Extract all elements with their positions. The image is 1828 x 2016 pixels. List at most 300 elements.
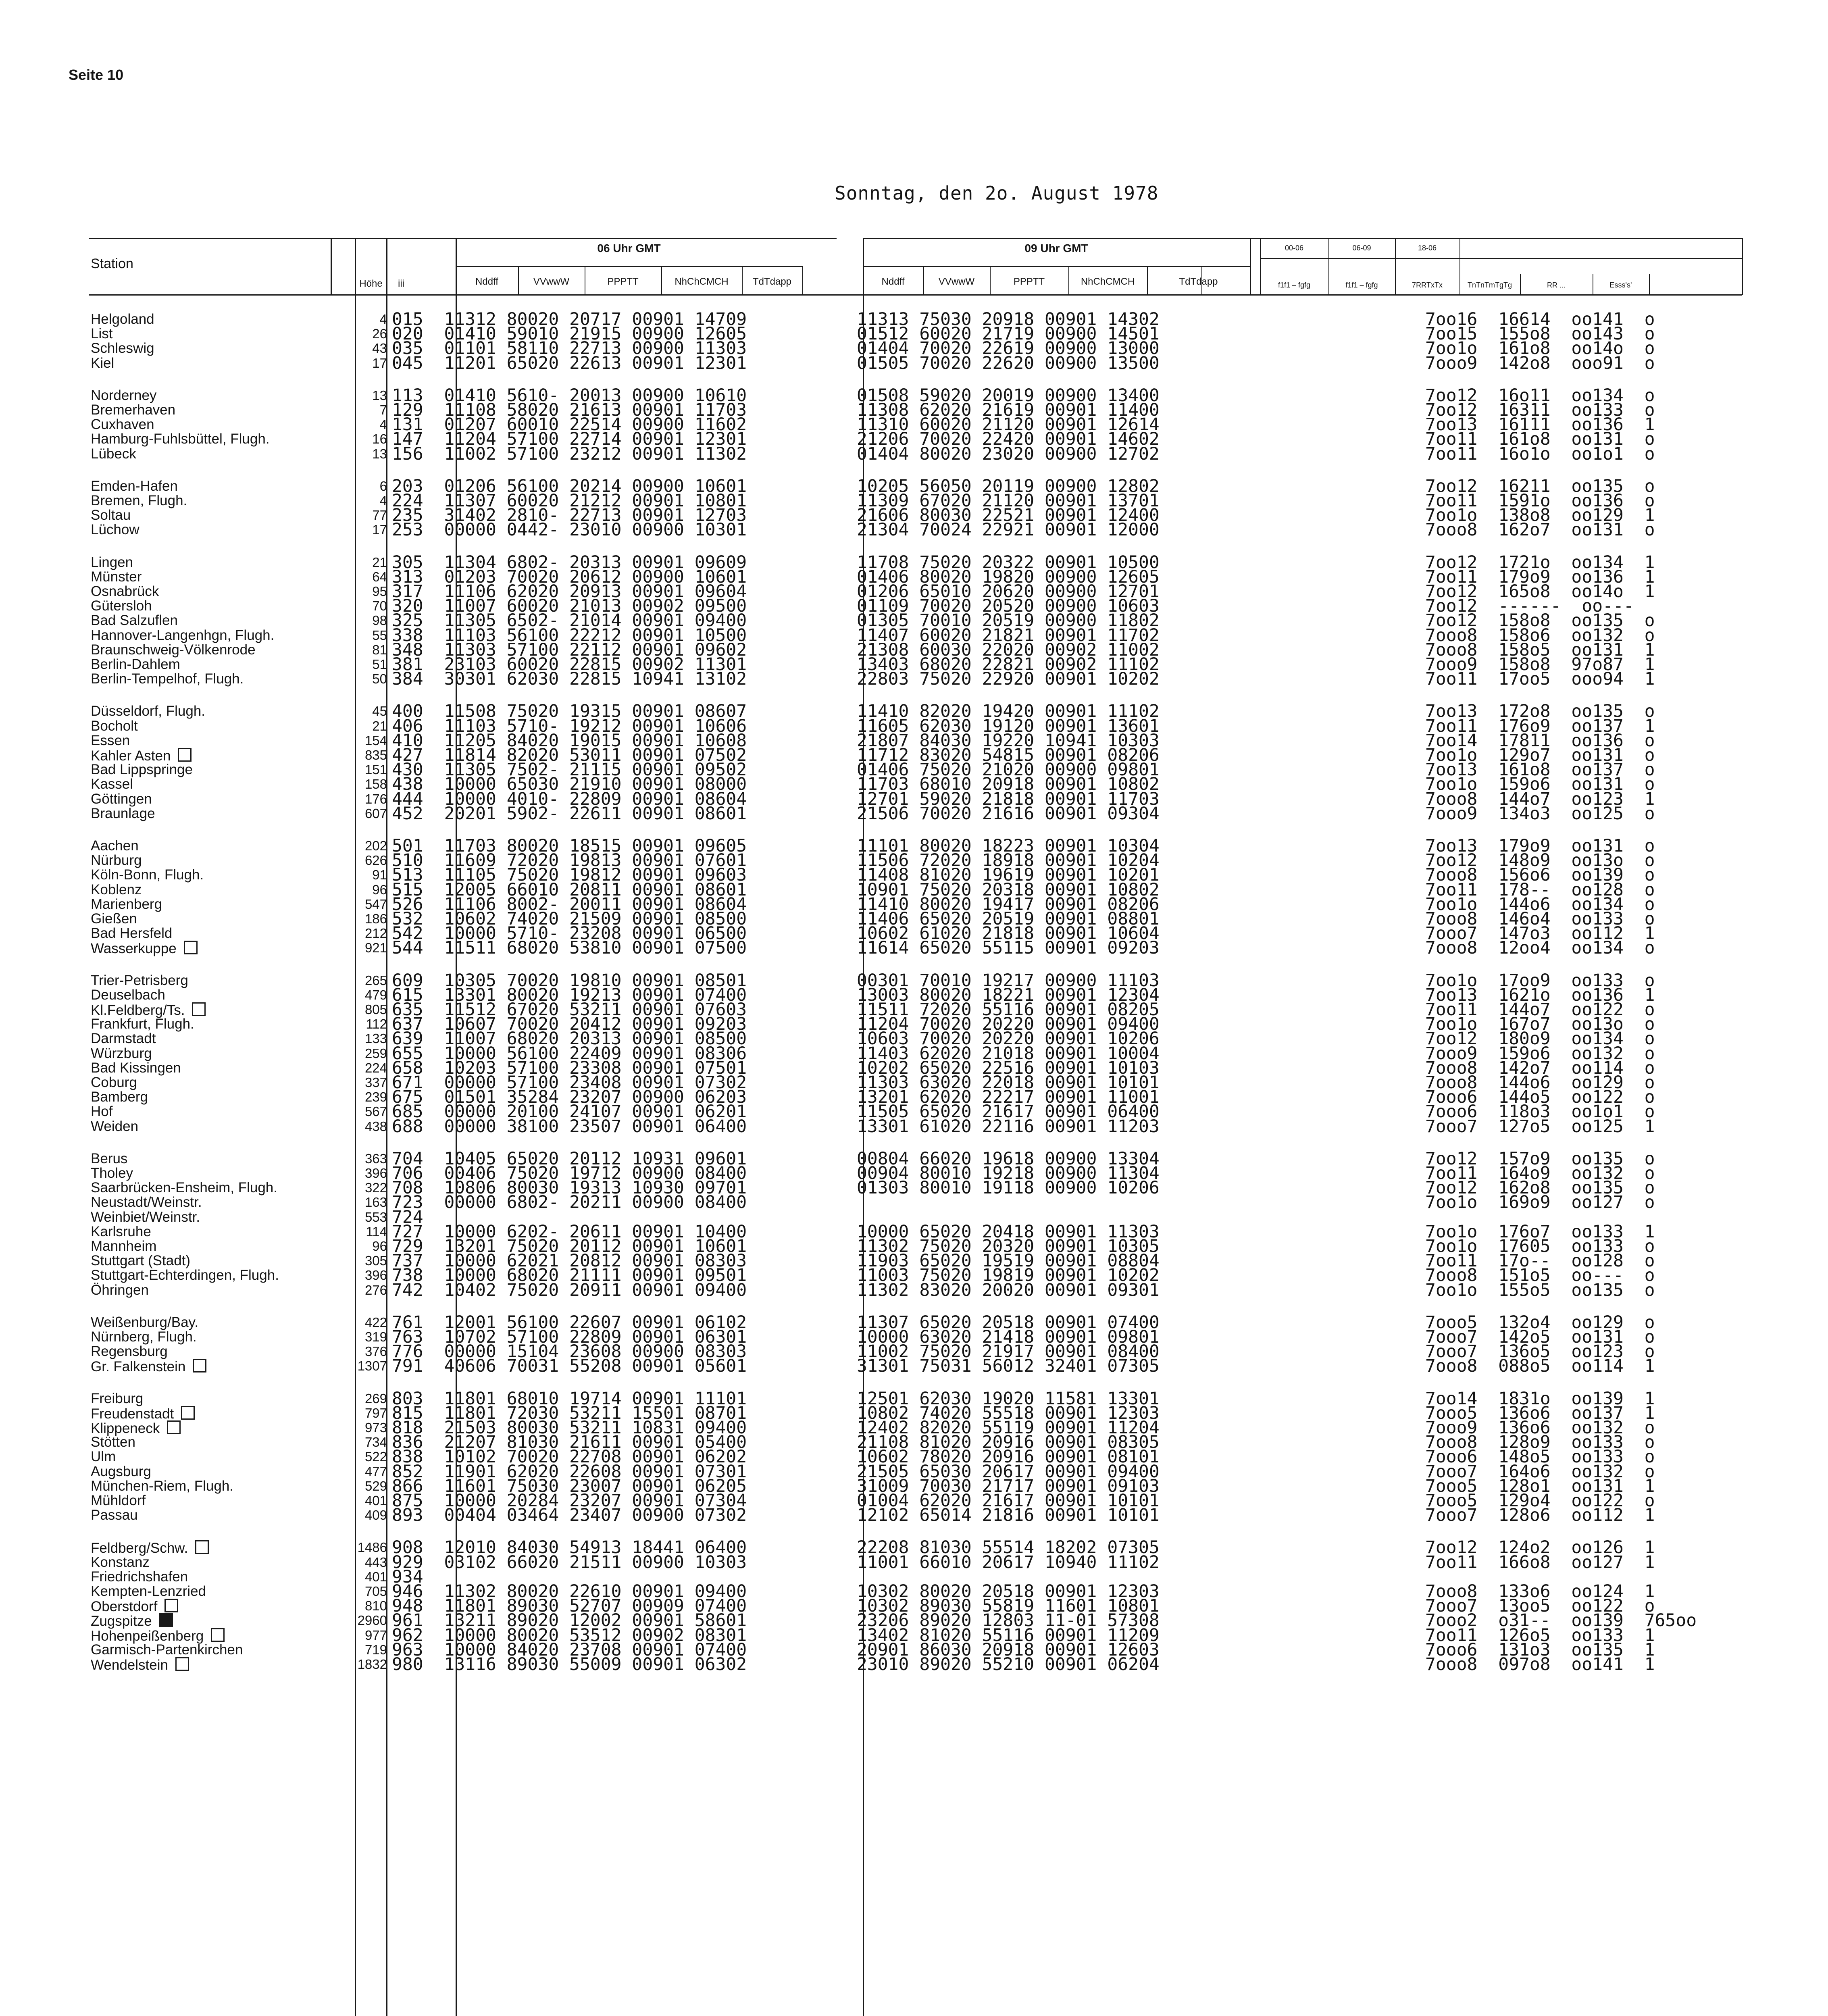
obs-06-utc: 320 11007 60020 21013 00902 09500: [392, 596, 747, 616]
station-name: [91, 1046, 152, 1061]
obs-09-utc: 11302 75020 20320 00901 10305: [857, 1236, 1160, 1256]
station-label: List: [91, 326, 113, 342]
obs-extremes: 7ooo2 o31-- oo139 765oo: [1425, 1610, 1697, 1631]
obs-extremes: 7ooo5 129o4 oo122 o: [1425, 1491, 1655, 1511]
station-label: Trier-Petrisberg: [91, 973, 188, 988]
header-small-sub-2: 7RRTxTx: [1412, 281, 1443, 289]
station-height: 114: [366, 1224, 387, 1239]
obs-extremes: 7oo13 16111 oo136 1: [1425, 414, 1655, 435]
obs-09-utc: 00301 70010 19217 00900 11103: [857, 971, 1160, 991]
obs-06-utc: 438 10000 65030 21910 00901 08000: [392, 774, 747, 794]
obs-extremes: 7oo1o 155o5 oo135 o: [1425, 1280, 1655, 1300]
station-label: Soltau: [91, 507, 131, 523]
station-height: 2960: [357, 1613, 387, 1628]
station-height: 522: [364, 1449, 387, 1464]
station-height: 269: [364, 1391, 387, 1406]
obs-extremes: 7oo12 1721o oo134 1: [1425, 552, 1655, 573]
station-label: München-Riem, Flugh.: [91, 1478, 234, 1494]
obs-06-utc: 035 01101 58110 22713 00900 11303: [392, 338, 747, 358]
station-height: 186: [364, 911, 387, 926]
obs-extremes: 7oo12 124o2 oo126 1: [1425, 1537, 1655, 1558]
obs-extremes: 7ooo8 12oo4 oo134 o: [1425, 938, 1655, 958]
obs-06-utc: 615 13301 80020 19213 00901 07400: [392, 985, 747, 1005]
obs-09-utc: 01004 62020 21617 00901 10101: [857, 1491, 1160, 1511]
station-name: [91, 599, 152, 613]
obs-09-utc: 01512 60020 21719 00900 14501: [857, 324, 1160, 344]
obs-09-utc: 11506 72020 18918 00901 10204: [857, 850, 1160, 871]
obs-06-utc: 444 10000 4010- 22809 00901 08604: [392, 789, 747, 809]
station-name: [91, 1002, 206, 1018]
obs-extremes: 7ooo5 136o6 oo137 1: [1425, 1403, 1655, 1423]
station-label: Stuttgart-Echterdingen, Flugh.: [91, 1267, 279, 1283]
obs-extremes: 7oo1o 161o8 oo14o o: [1425, 338, 1655, 358]
obs-extremes: 7ooo8 133o6 oo124 1: [1425, 1581, 1655, 1602]
station-height: 553: [364, 1210, 387, 1225]
obs-extremes: 7ooo7 164o6 oo132 o: [1425, 1462, 1655, 1482]
obs-09-utc: 21506 70020 21616 00901 09304: [857, 804, 1160, 824]
obs-extremes: 7ooo8 128o9 oo133 o: [1425, 1432, 1655, 1452]
obs-06-utc: 708 10806 80030 19313 10930 09701: [392, 1178, 747, 1198]
header-height: Höhe: [359, 278, 383, 289]
obs-06-utc: 934: [392, 1567, 423, 1587]
obs-09-utc: 20901 86030 20918 00901 12603: [857, 1640, 1160, 1660]
station-height: 797: [364, 1406, 387, 1420]
obs-06-utc: 129 11108 58020 21613 00901 11703: [392, 400, 747, 420]
station-name: [91, 494, 187, 508]
obs-extremes: 7ooo8 158o6 oo132 o: [1425, 625, 1655, 646]
station-height: 276: [364, 1283, 387, 1297]
station-name: [91, 777, 133, 791]
obs-09-utc: 01404 80020 23020 00900 12702: [857, 444, 1160, 464]
obs-09-utc: 21505 65030 20617 00901 09400: [857, 1462, 1160, 1482]
station-label: Ulm: [91, 1449, 116, 1464]
obs-extremes: 7oo11 176o9 oo137 1: [1425, 716, 1655, 736]
station-height: 396: [364, 1166, 387, 1181]
station-label: Weiden: [91, 1118, 139, 1134]
obs-extremes: 7oo11 179o9 oo136 1: [1425, 567, 1655, 587]
obs-09-utc: 01206 65010 20620 00900 12701: [857, 581, 1160, 602]
station-name: [91, 1210, 200, 1225]
station-name: [91, 1628, 225, 1643]
station-height: 443: [364, 1555, 387, 1570]
station-label: Oberstdorf: [91, 1599, 158, 1614]
obs-09-utc: 11403 62020 21018 00901 10004: [857, 1043, 1160, 1064]
obs-extremes: 7ooo7 136o5 oo123 o: [1425, 1341, 1655, 1362]
station-name: [91, 1391, 143, 1406]
station-height: 1307: [357, 1358, 387, 1373]
obs-09-utc: 13402 81020 55116 00901 11209: [857, 1625, 1160, 1645]
obs-06-utc: 113 01410 5610- 20013 00900 10610: [392, 385, 747, 406]
station-label: Berlin-Dahlem: [91, 656, 180, 672]
obs-extremes: 7oo12 ------ oo---: [1425, 596, 1634, 616]
open-square-icon: [164, 1599, 178, 1612]
obs-09-utc: 10602 61020 21818 00901 10604: [857, 923, 1160, 943]
station-name: [91, 1119, 138, 1134]
station-label: Aachen: [91, 838, 139, 854]
obs-09-utc: 21304 70024 22921 00901 12000: [857, 520, 1160, 540]
obs-06-utc: 763 10702 57100 22809 00901 06301: [392, 1327, 747, 1347]
rule-06-group: [456, 266, 802, 267]
station-height: 98: [372, 613, 387, 628]
station-name: [91, 356, 114, 371]
station-label: Osnabrück: [91, 583, 159, 599]
station-label: Frankfurt, Flugh.: [91, 1016, 194, 1032]
obs-extremes: 7ooo8 144o7 oo123 1: [1425, 789, 1655, 809]
station-name: [91, 584, 159, 599]
open-square-icon: [181, 1406, 195, 1420]
station-label: Bad Salzuflen: [91, 612, 178, 628]
station-height: 224: [364, 1060, 387, 1075]
obs-extremes: 7oo13 179o9 oo131 o: [1425, 836, 1655, 856]
obs-06-utc: 253 00000 0442- 23010 00900 10301: [392, 520, 747, 540]
station-name: [91, 1599, 178, 1614]
station-label: Göttingen: [91, 791, 152, 807]
obs-extremes: 7oo1o 129o7 oo131 o: [1425, 745, 1655, 765]
station-height: 265: [364, 973, 387, 988]
obs-09-utc: 23206 89020 12803 11-01 57308: [857, 1610, 1160, 1631]
station-height: 202: [364, 838, 387, 853]
station-height: 176: [364, 791, 387, 806]
obs-06-utc: 946 11302 80020 22610 00901 09400: [392, 1581, 747, 1602]
station-height: 163: [364, 1195, 387, 1210]
open-square-icon: [195, 1540, 209, 1554]
obs-06-utc: 723 00000 6802- 20211 00900 08400: [392, 1192, 747, 1212]
obs-06-utc: 131 01207 60010 22514 00900 11602: [392, 414, 747, 435]
obs-extremes: 7oo12 16211 oo135 o: [1425, 476, 1655, 496]
obs-09-utc: 22803 75020 22920 00901 10202: [857, 669, 1160, 689]
station-name: [91, 1508, 138, 1522]
obs-06-utc: 875 10000 20284 23207 00901 07304: [392, 1491, 747, 1511]
header-06-col-0: Nddff: [475, 276, 498, 287]
station-height: 151: [364, 762, 387, 777]
obs-extremes: 7ooo6 144o5 oo122 o: [1425, 1087, 1655, 1107]
obs-extremes: 7ooo8 162o7 oo131 o: [1425, 520, 1655, 540]
obs-extremes: 7ooo6 148o5 oo133 o: [1425, 1447, 1655, 1467]
station-height: 401: [364, 1493, 387, 1508]
obs-09-utc: 01508 59020 20019 00900 13400: [857, 385, 1160, 406]
obs-06-utc: 430 11305 7502- 21115 00901 09502: [392, 760, 747, 780]
station-label: Kiel: [91, 355, 115, 371]
station-name: [91, 1570, 188, 1584]
station-height: 422: [364, 1315, 387, 1330]
obs-09-utc: 01505 70020 22620 00900 13500: [857, 353, 1160, 373]
header-small-sub-5: Esss's': [1609, 281, 1632, 289]
obs-06-utc: 963 10000 84020 23708 00901 07400: [392, 1640, 747, 1660]
obs-09-utc: 11903 65020 19519 00901 08804: [857, 1251, 1160, 1271]
obs-extremes: 7oo12 180o9 oo134 o: [1425, 1029, 1655, 1049]
station-name: [91, 748, 192, 763]
obs-09-utc: 22208 81030 55514 18202 07305: [857, 1537, 1160, 1558]
obs-09-utc: 12402 82020 55119 00901 11204: [857, 1418, 1160, 1438]
station-height: 805: [364, 1002, 387, 1017]
station-label: Freiburg: [91, 1391, 144, 1406]
station-height: 1832: [357, 1657, 387, 1672]
obs-09-utc: 11303 63020 22018 00901 10101: [857, 1073, 1160, 1093]
header-small-0: 00-06: [1285, 244, 1304, 252]
obs-extremes: 7ooo5 132o4 oo129 o: [1425, 1312, 1655, 1333]
station-label: Marienberg: [91, 896, 162, 912]
obs-09-utc: 11101 80020 18223 00901 10304: [857, 836, 1160, 856]
obs-extremes: 7oo11 16o1o oo1o1 o: [1425, 444, 1655, 464]
obs-extremes: 7oo16 16614 oo141 o: [1425, 309, 1655, 329]
station-label: Gießen: [91, 911, 137, 927]
header-09-utc: 09 Uhr GMT: [1024, 242, 1088, 254]
station-name: [91, 1239, 156, 1254]
obs-06-utc: 513 11105 75020 19812 00901 09603: [392, 865, 747, 885]
station-name: [91, 926, 172, 941]
station-label: Darmstadt: [91, 1031, 156, 1046]
station-name: [91, 1540, 209, 1556]
station-height: 4: [379, 312, 387, 327]
obs-06-utc: 737 10000 62021 20812 00901 08303: [392, 1251, 747, 1271]
station-name: [91, 1359, 206, 1374]
station-label: Essen: [91, 733, 130, 748]
station-label: Bocholt: [91, 718, 138, 734]
station-label: Bamberg: [91, 1089, 148, 1105]
station-name: [91, 1268, 279, 1283]
obs-09-utc: 11712 83020 54815 00901 08206: [857, 745, 1160, 765]
station-label: Nürnberg, Flugh.: [91, 1329, 197, 1345]
obs-09-utc: 10000 65020 20418 00901 11303: [857, 1222, 1160, 1242]
obs-06-utc: 836 21207 81030 21611 00901 05400: [392, 1432, 747, 1452]
station-height: 96: [372, 1239, 387, 1254]
obs-09-utc: 31301 75031 56012 32401 07305: [857, 1356, 1160, 1376]
station-name: [91, 628, 274, 643]
obs-extremes: 7oo13 172o8 oo135 o: [1425, 701, 1655, 721]
station-label: Braunlage: [91, 806, 155, 821]
header-09-col-0: Nddff: [881, 276, 905, 287]
header-small-1: 06-09: [1352, 244, 1371, 252]
station-name: [91, 1181, 277, 1195]
station-name: [91, 403, 175, 417]
obs-09-utc: 10602 78020 20916 00901 08101: [857, 1447, 1160, 1467]
station-name: [91, 555, 133, 570]
obs-09-utc: 10302 89030 55819 11601 10801: [857, 1596, 1160, 1616]
obs-extremes: 7oo11 126o5 oo133 1: [1425, 1625, 1655, 1645]
station-label: Wendelstein: [91, 1657, 168, 1673]
obs-extremes: 7oo1o 169o9 oo127 o: [1425, 1192, 1655, 1212]
obs-extremes: 7ooo8 158o5 oo131 1: [1425, 640, 1655, 660]
obs-09-utc: 01406 80020 19820 00900 12605: [857, 567, 1160, 587]
station-height: 626: [364, 853, 387, 868]
rule-small-group: [1260, 258, 1742, 259]
header-small-sub-4: RR ...: [1547, 281, 1566, 289]
obs-06-utc: 671 00000 57100 23408 00901 07302: [392, 1073, 747, 1093]
station-height: 259: [364, 1046, 387, 1061]
station-height: 154: [364, 733, 387, 748]
station-name: [91, 1479, 233, 1493]
header-09-col-2: PPPTT: [1013, 276, 1045, 287]
obs-extremes: 7oo1o 159o6 oo131 o: [1425, 774, 1655, 794]
v-right: [1742, 238, 1743, 295]
station-name: [91, 1061, 181, 1075]
obs-09-utc: 21206 70020 22420 00901 14602: [857, 429, 1160, 449]
obs-06-utc: 866 11601 75030 23007 00901 06205: [392, 1476, 747, 1496]
obs-06-utc: 658 10203 57100 23308 00901 07501: [392, 1058, 747, 1078]
obs-extremes: 7ooo6 131o3 oo135 1: [1425, 1640, 1655, 1660]
header-station: Station: [91, 256, 133, 271]
obs-06-utc: 761 12001 56100 22607 00901 06102: [392, 1312, 747, 1333]
station-label: Emden-Hafen: [91, 478, 178, 494]
obs-06-utc: 235 31402 2810- 22713 00901 12703: [392, 505, 747, 525]
obs-06-utc: 515 12005 66010 20811 00901 08601: [392, 880, 747, 900]
station-height: 719: [364, 1642, 387, 1657]
station-name: [91, 839, 139, 853]
obs-06-utc: 542 10000 5710- 23208 00901 06500: [392, 923, 747, 943]
obs-09-utc: 13301 61020 22116 00901 11203: [857, 1116, 1160, 1137]
station-height: 973: [364, 1420, 387, 1435]
obs-06-utc: 348 11303 57100 22112 00901 09602: [392, 640, 747, 660]
obs-09-utc: 11302 83020 20020 00901 09301: [857, 1280, 1160, 1300]
obs-06-utc: 427 11814 82020 53011 00901 07502: [392, 745, 747, 765]
station-label: Freudenstadt: [91, 1406, 174, 1422]
station-name: [91, 1464, 151, 1479]
obs-09-utc: 01303 80010 19118 00900 10206: [857, 1178, 1160, 1198]
obs-extremes: 7oo11 1591o oo136 o: [1425, 491, 1655, 511]
station-name: [91, 1450, 116, 1464]
obs-extremes: 7ooo6 118o3 oo1o1 o: [1425, 1102, 1655, 1122]
station-name: [91, 1283, 149, 1297]
station-height: 4: [379, 493, 387, 508]
obs-06-utc: 635 11512 67020 53211 00901 07603: [392, 1000, 747, 1020]
obs-extremes: 7oo1o 144o6 oo134 o: [1425, 894, 1655, 914]
obs-09-utc: 21108 81020 20916 00901 08305: [857, 1432, 1160, 1452]
station-label: Augsburg: [91, 1464, 151, 1479]
station-height: 81: [372, 642, 387, 657]
obs-extremes: 7ooo8 144o6 oo129 o: [1425, 1073, 1655, 1093]
station-height: 91: [372, 867, 387, 882]
station-label: Feldberg/Schw.: [91, 1540, 188, 1556]
station-label: Münster: [91, 569, 142, 585]
obs-extremes: 7oo12 162o8 oo135 o: [1425, 1178, 1655, 1198]
station-height: 607: [364, 806, 387, 821]
obs-09-utc: 10802 74020 55518 00901 12303: [857, 1403, 1160, 1423]
obs-06-utc: 962 10000 80020 53512 00902 08301: [392, 1625, 747, 1645]
station-name: [91, 1613, 173, 1629]
obs-09-utc: 11703 68010 20918 00901 10802: [857, 774, 1160, 794]
station-height: 64: [372, 569, 387, 584]
obs-09-utc: 11505 65020 21617 00901 06400: [857, 1102, 1160, 1122]
station-name: [91, 704, 205, 719]
obs-extremes: 7ooo7 128o6 oo112 1: [1425, 1505, 1655, 1525]
obs-extremes: 7oo11 178-- oo128 o: [1425, 880, 1655, 900]
station-label: Lüchow: [91, 522, 139, 537]
obs-06-utc: 305 11304 6802- 20313 00901 09609: [392, 552, 747, 573]
obs-extremes: 7oo15 155o8 oo143 o: [1425, 324, 1655, 344]
station-label: Bad Hersfeld: [91, 925, 173, 941]
obs-09-utc: 10000 63020 21418 00901 09801: [857, 1327, 1160, 1347]
station-label: Würzburg: [91, 1045, 152, 1061]
station-label: Regensburg: [91, 1343, 168, 1359]
obs-06-utc: 532 10602 74020 21509 00901 08500: [392, 909, 747, 929]
station-name: [91, 341, 154, 356]
obs-extremes: 7oo1o 176o7 oo133 1: [1425, 1222, 1655, 1242]
obs-06-utc: 317 11106 62020 20913 00901 09604: [392, 581, 747, 602]
station-height: 977: [364, 1628, 387, 1643]
station-label: Klippeneck: [91, 1420, 160, 1436]
header-09-col-3: NhChCMCH: [1081, 276, 1135, 287]
obs-09-utc: 13201 62020 22217 00901 11001: [857, 1087, 1160, 1107]
station-name: [91, 868, 204, 882]
station-height: 810: [364, 1598, 387, 1613]
filled-square-icon: [159, 1613, 173, 1627]
header-small-sub-1: f1f1 – fgfg: [1345, 281, 1378, 289]
station-name: [91, 312, 154, 327]
obs-06-utc: 980 13116 89030 55009 00901 06302: [392, 1654, 747, 1674]
station-height: 21: [372, 555, 387, 570]
station-height: 13: [372, 388, 387, 403]
obs-06-utc: 742 10402 75020 20911 00901 09400: [392, 1280, 747, 1300]
station-height: 55: [372, 628, 387, 643]
station-height: 835: [364, 748, 387, 762]
station-name: [91, 417, 154, 432]
header-small-2: 18-06: [1418, 244, 1437, 252]
obs-06-utc: 838 10102 70020 22708 00901 06202: [392, 1447, 747, 1467]
obs-06-utc: 526 11106 8002- 20011 00901 08604: [392, 894, 747, 914]
obs-06-utc: 852 11901 62020 22608 00901 07301: [392, 1462, 747, 1482]
obs-09-utc: 13003 80020 18221 00901 12304: [857, 985, 1160, 1005]
station-label: Neustadt/Weinstr.: [91, 1194, 202, 1210]
obs-extremes: 7oo12 157o9 oo135 o: [1425, 1149, 1655, 1169]
v-06-col-4: [802, 266, 803, 295]
station-height: 305: [364, 1253, 387, 1268]
obs-09-utc: 12102 65014 21816 00901 10101: [857, 1505, 1160, 1525]
station-label: Kassel: [91, 776, 133, 792]
header-06-col-3: NhChCMCH: [675, 276, 729, 287]
obs-09-utc: 11406 65020 20519 00901 08801: [857, 909, 1160, 929]
obs-06-utc: 203 01206 56100 20214 00900 10601: [392, 476, 747, 496]
v-09-end: [1250, 238, 1251, 295]
obs-09-utc: 10603 70020 20220 00901 10206: [857, 1029, 1160, 1049]
header-iii: iii: [398, 278, 404, 289]
station-name: [91, 792, 152, 806]
station-label: Hannover-Langenhgn, Flugh.: [91, 627, 275, 643]
obs-09-utc: 11407 60020 21821 00901 11702: [857, 625, 1160, 646]
obs-06-utc: 893 00404 03464 23407 00900 07302: [392, 1505, 747, 1525]
station-name: [91, 523, 139, 537]
station-height: 396: [364, 1268, 387, 1283]
obs-06-utc: 609 10305 70020 19810 00901 08501: [392, 971, 747, 991]
station-label: Berlin-Tempelhof, Flugh.: [91, 671, 244, 687]
station-name: [91, 327, 112, 341]
obs-06-utc: 685 00000 20100 24107 00901 06201: [392, 1102, 747, 1122]
obs-06-utc: 501 11703 80020 18515 00901 09605: [392, 836, 747, 856]
station-label: Weinbiet/Weinstr.: [91, 1209, 200, 1225]
station-label: Mannheim: [91, 1238, 157, 1254]
station-height: 95: [372, 584, 387, 599]
obs-06-utc: 948 11801 89030 52707 00909 07400: [392, 1596, 747, 1616]
obs-extremes: 7oo11 161o8 oo131 o: [1425, 429, 1655, 449]
obs-extremes: 7oo11 166o8 oo127 1: [1425, 1552, 1655, 1572]
obs-09-utc: 21308 60030 22020 00902 11002: [857, 640, 1160, 660]
station-height: 4: [379, 417, 387, 432]
obs-06-utc: 738 10000 68020 21111 00901 09501: [392, 1265, 747, 1285]
header-06-utc: 06 Uhr GMT: [597, 242, 661, 254]
obs-09-utc: 11309 67020 21120 00901 13701: [857, 491, 1160, 511]
obs-extremes: 7oo11 17oo5 ooo94 1: [1425, 669, 1655, 689]
station-name: [91, 1195, 202, 1210]
obs-09-utc: 12501 62030 19020 11581 13301: [857, 1389, 1160, 1409]
station-name: [91, 733, 130, 748]
obs-extremes: 7ooo7 142o5 oo131 o: [1425, 1327, 1655, 1347]
station-label: Garmisch-Partenkirchen: [91, 1642, 243, 1658]
obs-09-utc: 11307 65020 20518 00901 07400: [857, 1312, 1160, 1333]
header-small-sub-3: TnTnTmTgTg: [1467, 281, 1512, 289]
open-square-icon: [192, 1002, 206, 1016]
station-label: Koblenz: [91, 882, 142, 898]
obs-09-utc: 11310 60020 21120 00901 12614: [857, 414, 1160, 435]
obs-06-utc: 791 40606 70031 55208 00901 05601: [392, 1356, 747, 1376]
